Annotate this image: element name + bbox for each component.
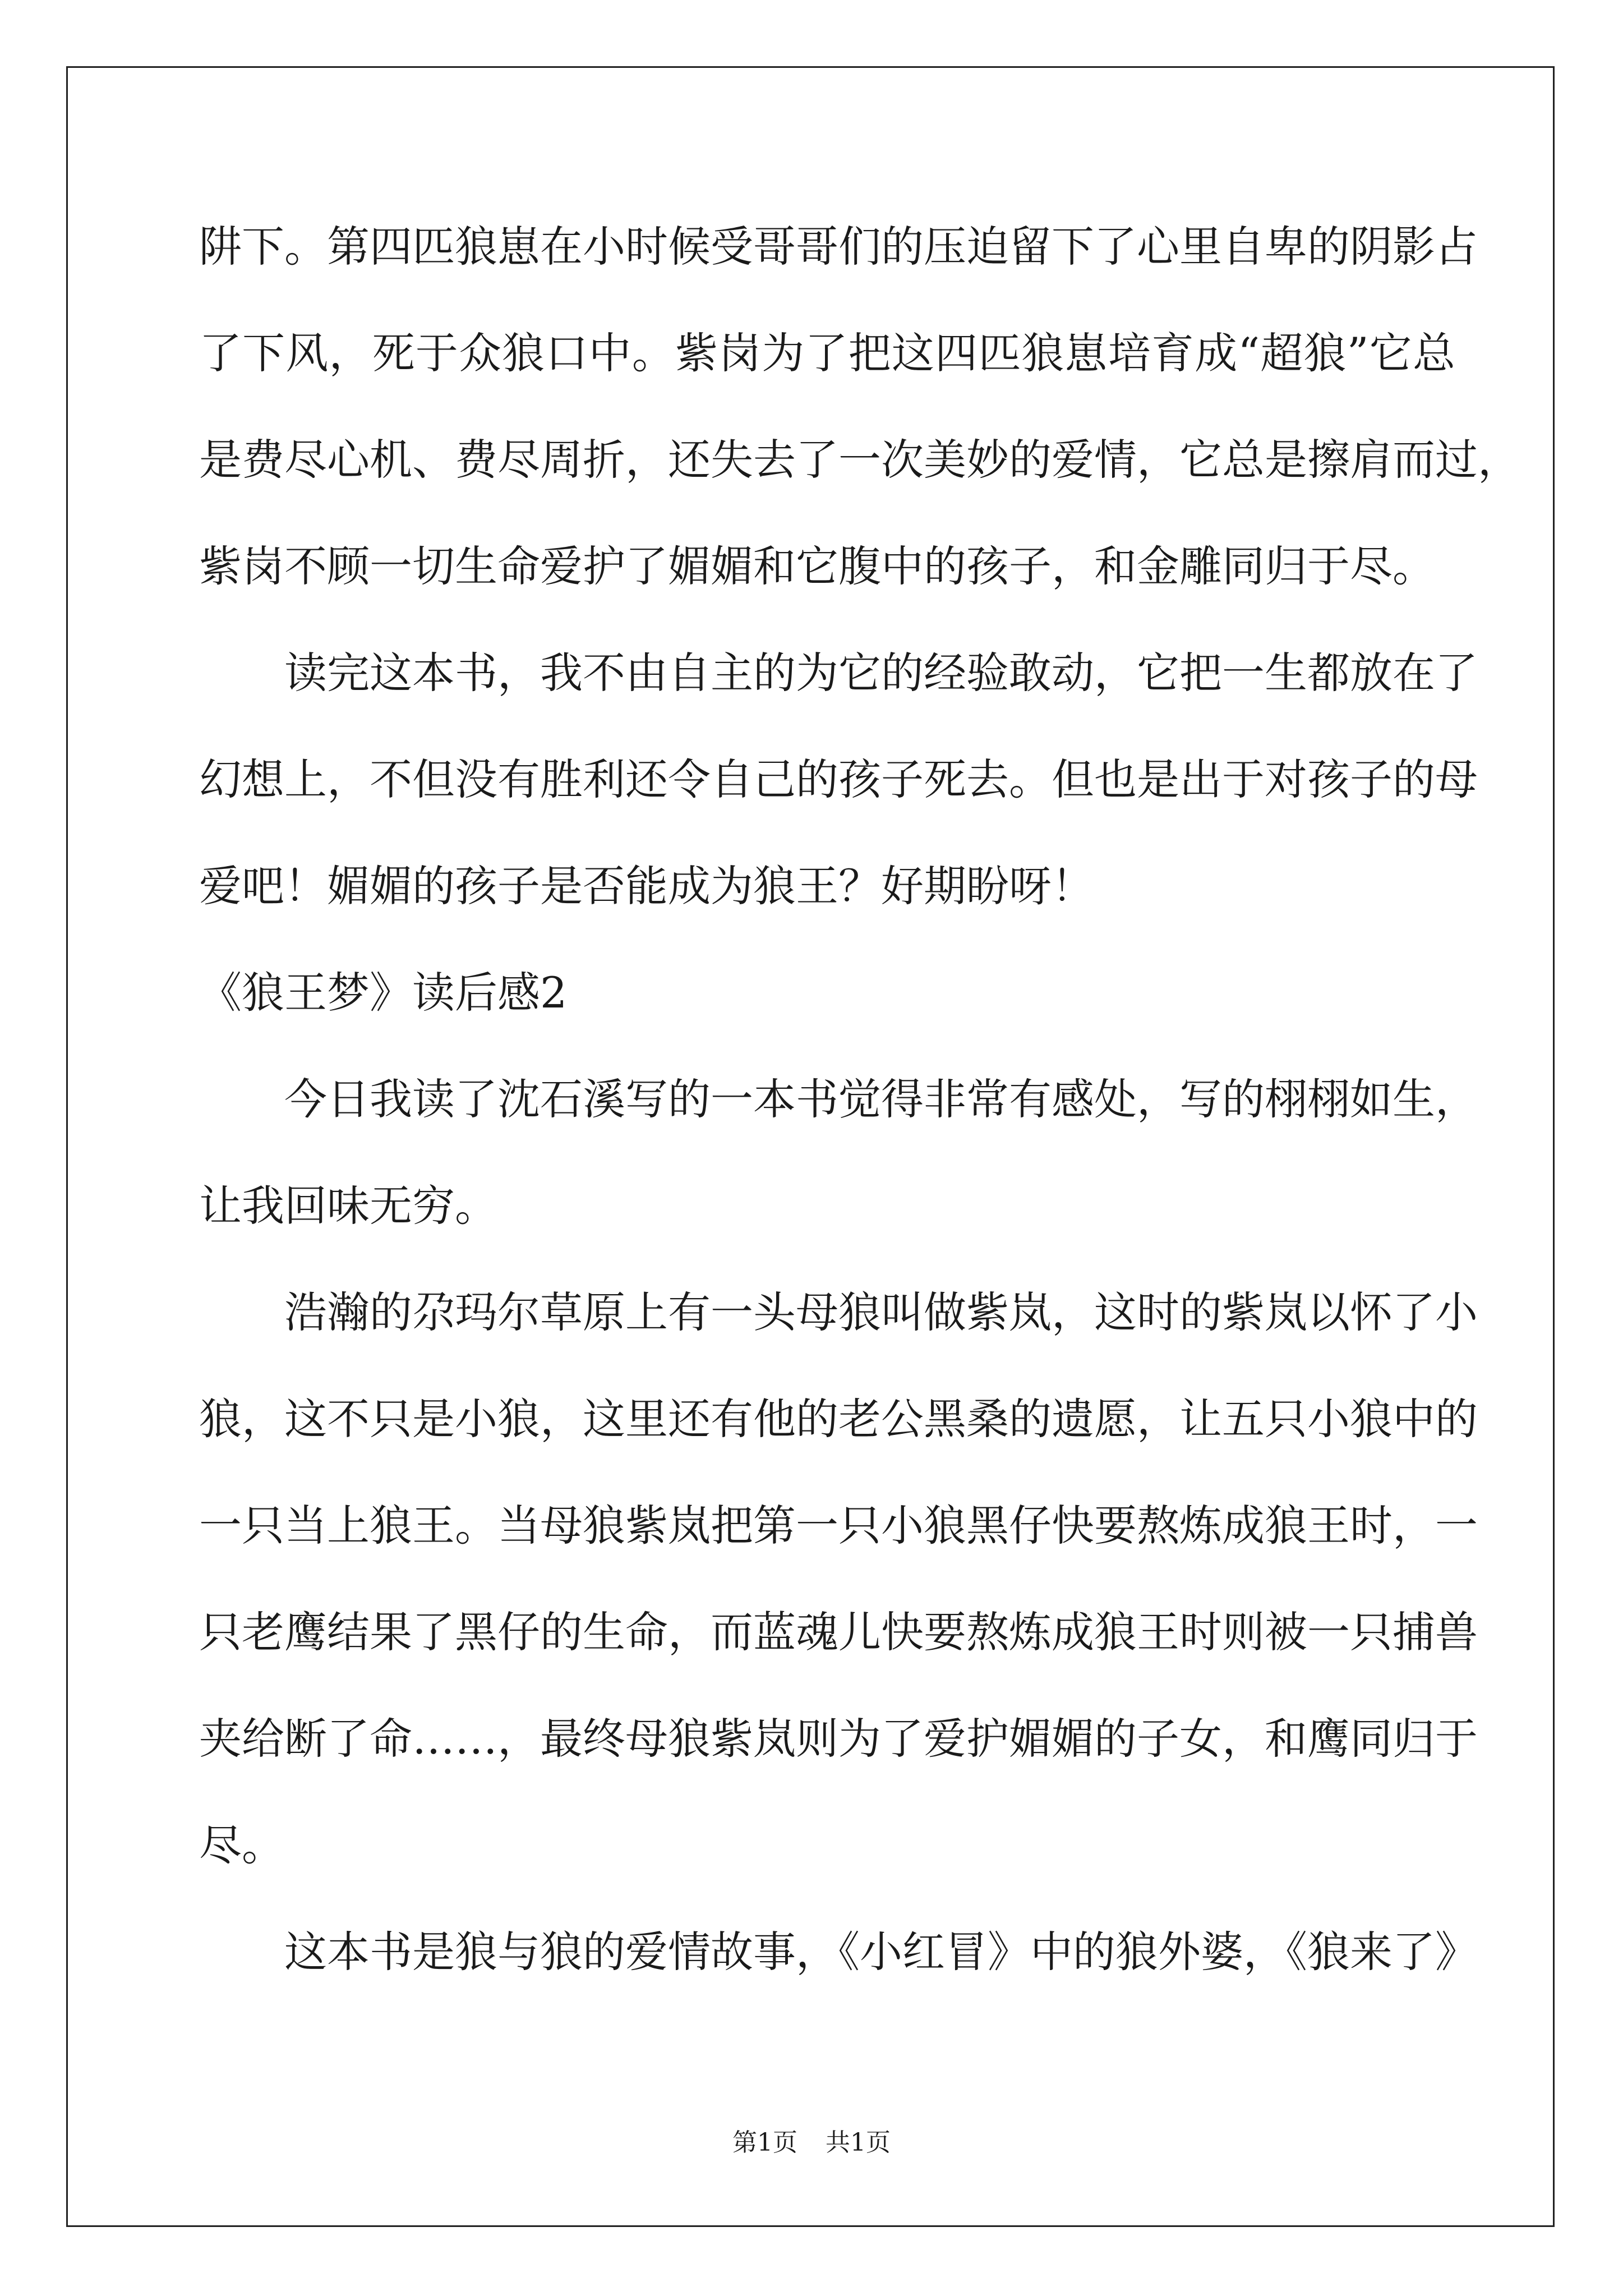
document-body xyxy=(199,194,1520,2005)
text-line: 阱下。第四匹狼崽在小时候受哥哥们的压迫留下了心里自卑的阴影占 xyxy=(199,222,1478,272)
text-line: 狼，这不只是小狼，这里还有他的老公黑桑的遗愿，让五只小狼中的 xyxy=(199,1394,1478,1444)
section-heading: 《狼王梦》读后感2 xyxy=(199,968,568,1018)
text-line: 让我回味无穷。 xyxy=(199,1181,497,1231)
page-number: 第1页 xyxy=(732,2128,797,2157)
text-line: 夹给断了命……，最终母狼紫岚则为了爱护媚媚的子女，和鹰同归于 xyxy=(199,1714,1478,1764)
text-line: 幻想上，不但没有胜利还令自己的孩子死去。但也是出于对孩子的母 xyxy=(199,754,1478,804)
page-total: 共1页 xyxy=(826,2128,891,2157)
page-footer xyxy=(0,2126,1623,2160)
text-line: 爱吧！媚媚的孩子是否能成为狼王？好期盼呀！ xyxy=(199,861,1094,911)
paragraph-start-line: 这本书是狼与狼的爱情故事，《小红冒》中的狼外婆，《狼来了》 xyxy=(284,1927,1478,1977)
paragraph-start-line: 读完这本书，我不由自主的为它的经验敢动，它把一生都放在了 xyxy=(284,648,1478,698)
text-line: 是费尽心机、费尽周折，还失去了一次美妙的爱情，它总是擦肩而过， xyxy=(199,435,1520,485)
text-line: 尽。 xyxy=(199,1820,284,1870)
text-line: 只老鹰结果了黑仔的生命，而蓝魂儿快要熬炼成狼王时则被一只捕兽 xyxy=(199,1607,1478,1657)
paragraph-start-line: 浩瀚的尕玛尔草原上有一头母狼叫做紫岚，这时的紫岚以怀了小 xyxy=(284,1287,1478,1337)
text-line: 一只当上狼王。当母狼紫岚把第一只小狼黑仔快要熬炼成狼王时，一 xyxy=(199,1501,1478,1550)
text-line: 紫岗不顾一切生命爱护了媚媚和它腹中的孩子，和金雕同归于尽。 xyxy=(199,541,1435,591)
paragraph-start-line: 今日我读了沈石溪写的一本书觉得非常有感处，写的栩栩如生， xyxy=(284,1074,1478,1124)
text-line: 了下风，死于众狼口中。紫岗为了把这四匹狼崽培育成“超狼”它总 xyxy=(199,328,1455,378)
